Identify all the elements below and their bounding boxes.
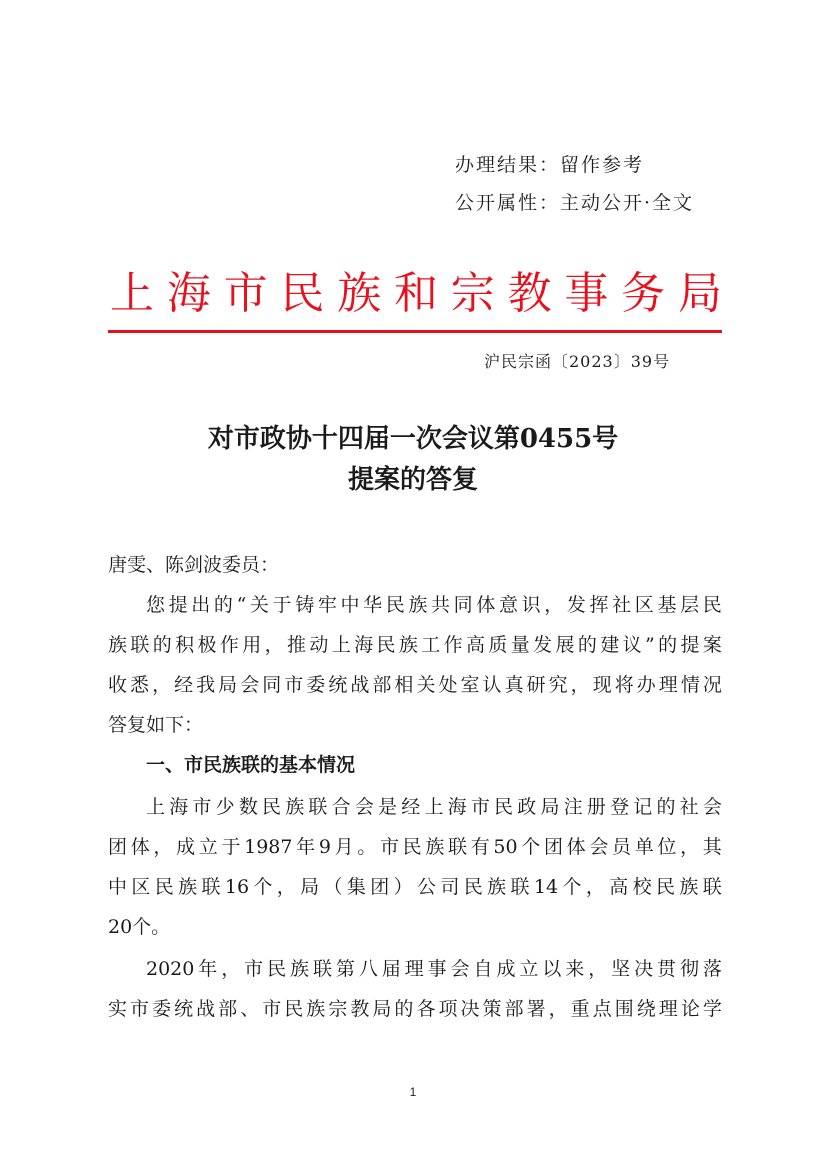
org-title-char: 事 <box>564 268 609 319</box>
paragraph-line: 您 提 出 的 “ 关 于 铸 牢 中 华 民 族 共 同 体 意 识 ， 发 挥 社 区 基 层 民 <box>146 594 722 616</box>
org-title-char: 民 <box>280 268 325 319</box>
document-title-line-1: 对市政协十四届一次会议第0455号 <box>207 424 619 454</box>
section-heading-1: 一、市民族联的基本情况 <box>146 754 356 776</box>
disclosure-attribute: 公开属性：主动公开·全文 <box>455 192 695 214</box>
paragraph-line: 族 联 的 积 极 作 用 ， 推 动 上 海 民 族 工 作 高 质 量 发 展 的 建 议 ” 的 提 案 <box>108 634 722 656</box>
paragraph-line: 答复如下： <box>108 714 204 736</box>
paragraph-line: 中 区 民 族 联 16 个 ， 局 （ 集 团 ） 公 司 民 族 联 14 个 ， 高 校 民 族 联 <box>108 876 722 898</box>
issuing-organization-title <box>110 262 722 326</box>
org-title-char: 市 <box>223 268 268 319</box>
org-title-char: 教 <box>507 268 552 319</box>
paragraph-line: 收 悉 ， 经 我 局 会 同 市 委 统 战 部 相 关 处 室 认 真 研 究 ， 现 将 办 理 情 况 <box>108 674 722 696</box>
paragraph-line: 2020 年 ， 市 民 族 联 第 八 届 理 事 会 自 成 立 以 来 ， 坚 决 贯 彻 落 <box>146 958 722 980</box>
org-title-char: 局 <box>677 268 722 319</box>
paragraph-line: 20个。 <box>108 916 171 938</box>
handling-result: 办理结果：留作参考 <box>455 154 645 176</box>
paragraph-intro <box>108 585 722 745</box>
document-title-line-2: 提案的答复 <box>347 465 478 495</box>
document-number: 沪民宗函〔2023〕39号 <box>484 352 671 371</box>
org-title-char: 族 <box>337 268 382 319</box>
org-title-char: 务 <box>621 268 666 319</box>
paragraph-2020 <box>108 949 722 1029</box>
org-title-char: 上 <box>110 268 154 319</box>
paragraph-line: 团 体 ， 成 立 于 1987 年 9 月 。 市 民 族 联 有 50 个 团 体 会 员 单 位 ， 其 <box>108 836 722 858</box>
salutation: 唐雯、陈剑波委员： <box>108 554 280 576</box>
org-title-char: 海 <box>166 268 211 319</box>
org-title-char: 宗 <box>450 268 495 319</box>
paragraph-line: 实 市 委 统 战 部 、 市 民 族 宗 教 局 的 各 项 决 策 部 署 ， 重 点 围 绕 理 论 学 <box>108 998 722 1020</box>
org-title-char: 和 <box>393 268 438 319</box>
paragraph-basic-info <box>108 787 722 947</box>
paragraph-line: 上 海 市 少 数 民 族 联 合 会 是 经 上 海 市 民 政 局 注 册 登 记 的 社 会 <box>146 796 722 818</box>
red-header-rule <box>108 330 722 333</box>
page-number: 1 <box>409 1085 417 1099</box>
